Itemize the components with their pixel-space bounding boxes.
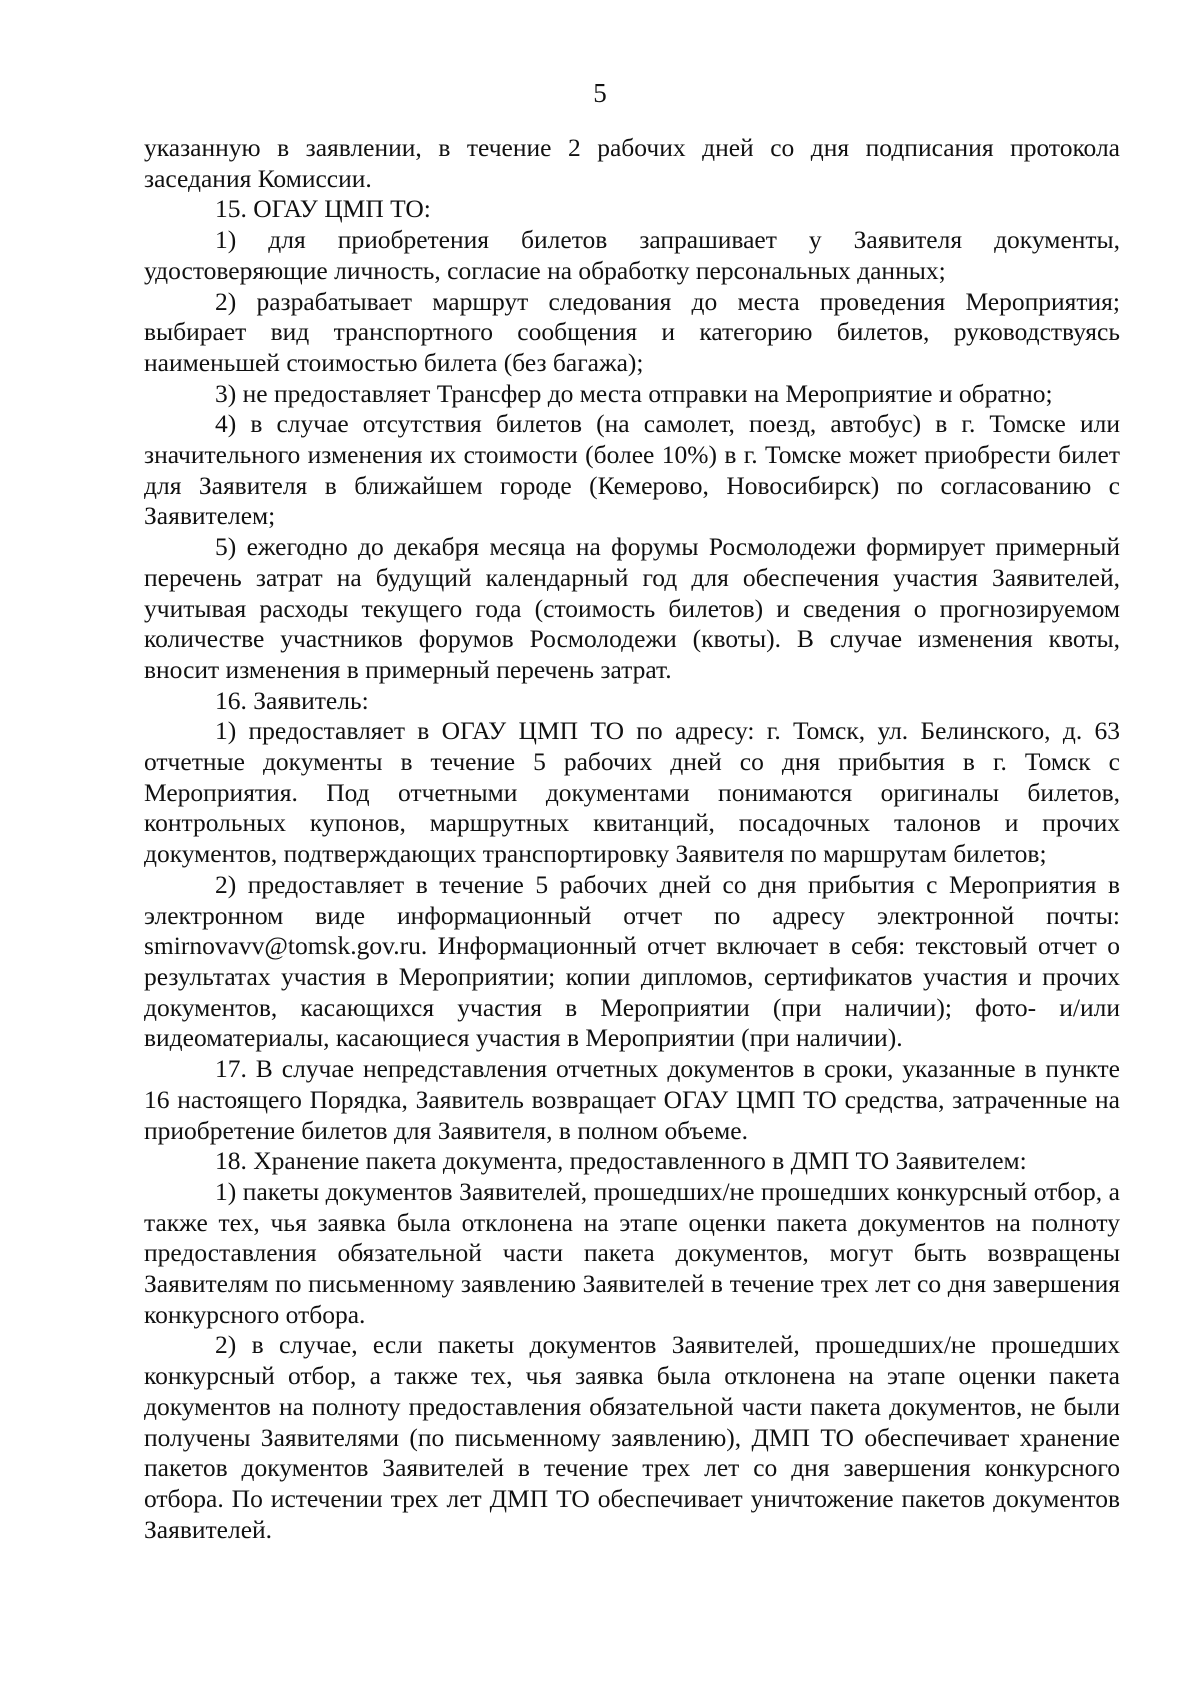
- section-15-item-3: 3) не предоставляет Трансфер до места отправки на Мероприятие и обратно;: [215, 378, 1053, 408]
- paragraph-continuation: указанную в заявлении, в течение 2 рабочих дней со дня подписания протокола заседания Комиссии.: [144, 133, 1120, 193]
- page-number: 5: [593, 78, 607, 108]
- section-15-item-5: 5) ежегодно до декабря месяца на форумы Росмолодежи формирует примерный перечень затрат на будущий календарный год для обеспечения участия Заявителей, учитывая расходы текущего года (стоимость билетов) и сведения о прогнозируемом количестве участников форумов Росмолодежи (квоты). В случае изменения квоты, вносит изменения в примерный перечень затрат.: [144, 532, 1120, 684]
- section-16-item-2: 2) предоставляет в течение 5 рабочих дней со дня прибытия с Мероприятия в электронном виде информационный отчет по адресу электронной почты: smirnovavv@tomsk.gov.ru. Информационный отчет включает в себя: текстовый отчет о результатах участия в Мероприятии; копии дипломов, сертификатов участия и прочих документов, касающихся участия в Мероприятии (при наличии); фото- и/или видеоматериалы, касающиеся участия в Мероприятии (при наличии).: [144, 869, 1120, 1053]
- section-15-item-2: 2) разрабатывает маршрут следования до места проведения Мероприятия; выбирает вид транспортного сообщения и категорию билетов, руководствуясь наименьшей стоимостью билета (без багажа);: [144, 286, 1120, 377]
- section-18-heading: 18. Хранение пакета документа, предоставленного в ДМП ТО Заявителем:: [215, 1146, 1027, 1176]
- section-16-heading: 16. Заявитель:: [215, 685, 369, 715]
- section-18-item-1: 1) пакеты документов Заявителей, прошедших/не прошедших конкурсный отбор, а также тех, чья заявка была отклонена на этапе оценки пакета документов на полноту предоставления обязательной части пакета документов, могут быть возвращены Заявителям по письменному заявлению Заявителей в течение трех лет со дня завершения конкурсного отбора.: [144, 1176, 1120, 1329]
- section-15-heading: 15. ОГАУ ЦМП ТО:: [215, 194, 431, 224]
- section-15-item-1: 1) для приобретения билетов запрашивает у Заявителя документы, удостоверяющие личность, согласие на обработку персональных данных;: [144, 225, 1120, 285]
- section-17-paragraph: 17. В случае непредставления отчетных документов в сроки, указанные в пункте 16 настоящего Порядка, Заявитель возвращает ОГАУ ЦМП ТО средства, затраченные на приобретение билетов для Заявителя, в полном объеме.: [144, 1054, 1120, 1145]
- section-15-item-4: 4) в случае отсутствия билетов (на самолет, поезд, автобус) в г. Томске или значительного изменения их стоимости (более 10%) в г. Томске может приобрести билет для Заявителя в ближайшем городе (Кемерово, Новосибирск) по согласованию с Заявителем;: [144, 409, 1120, 531]
- section-18-item-2: 2) в случае, если пакеты документов Заявителей, прошедших/не прошедших конкурсный отбор, а также тех, чья заявка была отклонена на этапе оценки пакета документов на полноту предоставления обязательной части пакета документов, не были получены Заявителями (по письменному заявлению), ДМП ТО обеспечивает хранение пакетов документов Заявителей в течение трех лет со дня завершения конкурсного отбора. По истечении трех лет ДМП ТО обеспечивает уничтожение пакетов документов Заявителей.: [144, 1330, 1120, 1544]
- section-16-item-1: 1) предоставляет в ОГАУ ЦМП ТО по адресу: г. Томск, ул. Белинского, д. 63 отчетные документы в течение 5 рабочих дней со дня прибытия в г. Томск с Мероприятия. Под отчетными документами понимаются оригиналы билетов, контрольных купонов, маршрутных квитанций, посадочных талонов и прочих документов, подтверждающих транспортировку Заявителя по маршрутам билетов;: [144, 716, 1120, 869]
- document-body: [144, 133, 1120, 1545]
